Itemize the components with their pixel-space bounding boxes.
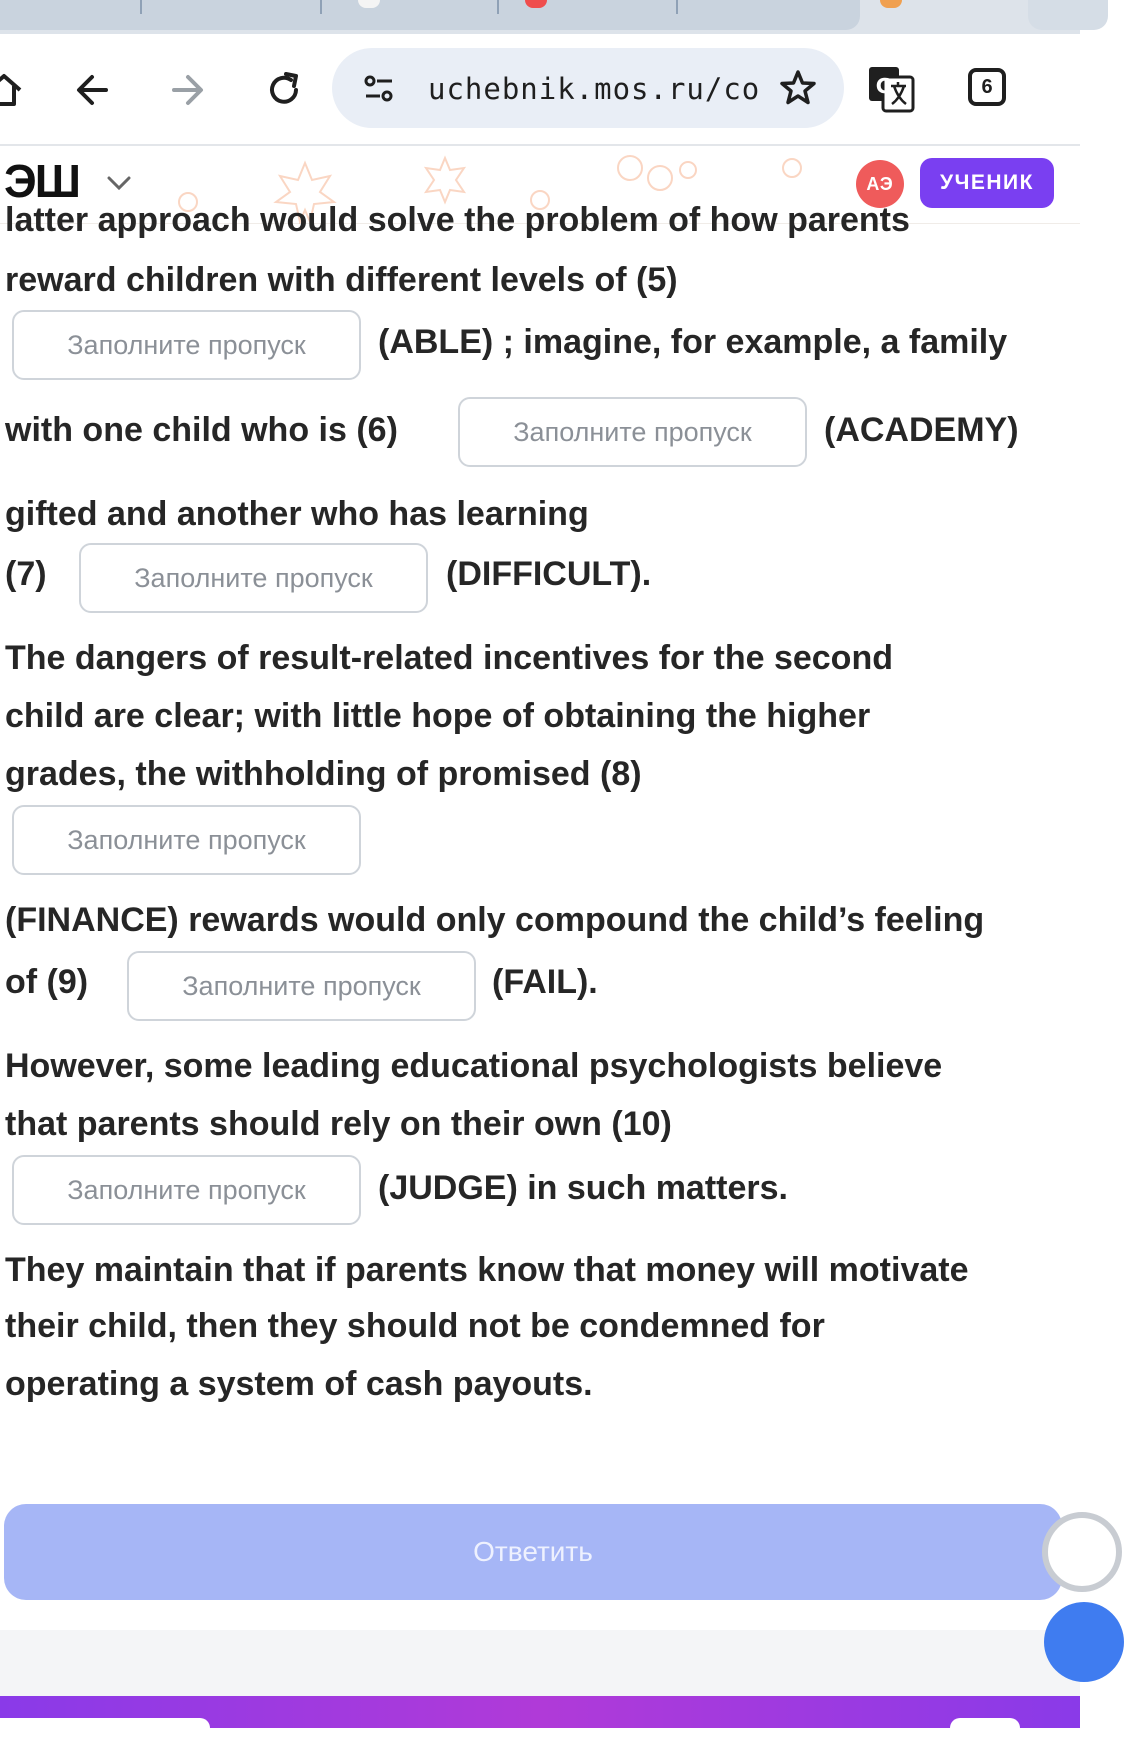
page-footer-band (0, 1630, 1080, 1696)
exercise-text-line: The dangers of result-related incentives for the second (5, 639, 893, 677)
tab-count-button[interactable]: 6 (968, 68, 1006, 106)
tab-separator (497, 0, 499, 14)
circle-decoration-icon (780, 156, 804, 180)
exercise-text-line: (JUDGE) in such matters. (378, 1169, 788, 1207)
site-settings-icon[interactable] (362, 72, 396, 111)
exercise-text-line: reward children with different levels of (5) (5, 261, 678, 299)
tab-favicon-icon (880, 0, 902, 8)
address-bar[interactable] (332, 48, 844, 128)
gap-input-7[interactable]: Заполните пропуск (79, 543, 428, 613)
bottom-bar-pill[interactable] (0, 1718, 210, 1738)
gap-input-10[interactable]: Заполните пропуск (12, 1155, 361, 1225)
star-icon[interactable] (778, 68, 818, 113)
translate-icon[interactable] (866, 64, 916, 114)
gap-input-8[interactable]: Заполните пропуск (12, 805, 361, 875)
exercise-text-line: latter approach would solve the problem of how parents (5, 201, 910, 239)
browser-tab[interactable] (1028, 0, 1108, 30)
exercise-text-line: gifted and another who has learning (5, 495, 589, 533)
exercise-text-line: (FINANCE) rewards would only compound the child’s feeling (5, 901, 985, 939)
home-icon[interactable] (0, 64, 30, 116)
svg-text:G: G (875, 74, 893, 98)
exercise-text-line: of (9) (5, 963, 89, 1001)
avatar[interactable]: АЭ (856, 160, 904, 208)
submit-button[interactable]: Ответить (4, 1504, 1062, 1600)
exercise-text-line: However, some leading educational psychologists believe (5, 1047, 943, 1085)
exercise-text-line: (DIFFICULT). (446, 555, 652, 593)
exercise-text-line: They maintain that if parents know that money will motivate (5, 1251, 969, 1289)
gap-input-6[interactable]: Заполните пропуск (458, 397, 807, 467)
gap-input-5[interactable]: Заполните пропуск (12, 310, 361, 380)
chevron-down-icon[interactable] (104, 168, 134, 203)
help-button[interactable] (1044, 1602, 1124, 1682)
exercise-text-line: with one child who is (6) (5, 411, 398, 449)
bottom-bar (0, 1696, 1080, 1728)
leaf-decoration-icon (420, 154, 470, 204)
exercise-text-line: their child, then they should not be condemned for (5, 1307, 825, 1345)
tab-separator (676, 0, 678, 14)
exercise-text-line: (FAIL). (492, 963, 598, 1001)
url-text[interactable]: uchebnik.mos.ru/co (428, 72, 761, 106)
exercise-text-line: grades, the withholding of promised (8) (5, 755, 642, 793)
exercise-text-line: operating a system of cash payouts. (5, 1365, 593, 1403)
reload-icon[interactable] (258, 64, 310, 116)
timer-ring-icon[interactable] (1042, 1512, 1122, 1592)
browser-tab-group[interactable] (0, 0, 860, 30)
gap-input-9[interactable]: Заполните пропуск (127, 951, 476, 1021)
exercise-text-line: (ABLE) ; imagine, for example, a family (378, 323, 1008, 361)
bottom-bar-pill[interactable] (950, 1718, 1020, 1738)
exercise-text-line: (7) (5, 555, 47, 593)
exercise-content (0, 201, 1080, 1630)
role-badge[interactable]: УЧЕНИК (920, 158, 1054, 208)
berries-decoration-icon (610, 148, 700, 208)
exercise-text-line: child are clear; with little hope of obtaining the higher (5, 697, 871, 735)
site-logo[interactable]: ЭШ (4, 155, 79, 207)
forward-arrow-icon[interactable] (162, 64, 214, 116)
back-arrow-icon[interactable] (66, 64, 118, 116)
tab-separator (320, 0, 322, 14)
browser-tab-strip (0, 0, 1080, 34)
exercise-text-line: (ACADEMY) (824, 411, 1019, 449)
tab-separator (140, 0, 142, 14)
browser-toolbar (0, 34, 1080, 146)
exercise-text-line: that parents should rely on their own (10) (5, 1105, 672, 1143)
